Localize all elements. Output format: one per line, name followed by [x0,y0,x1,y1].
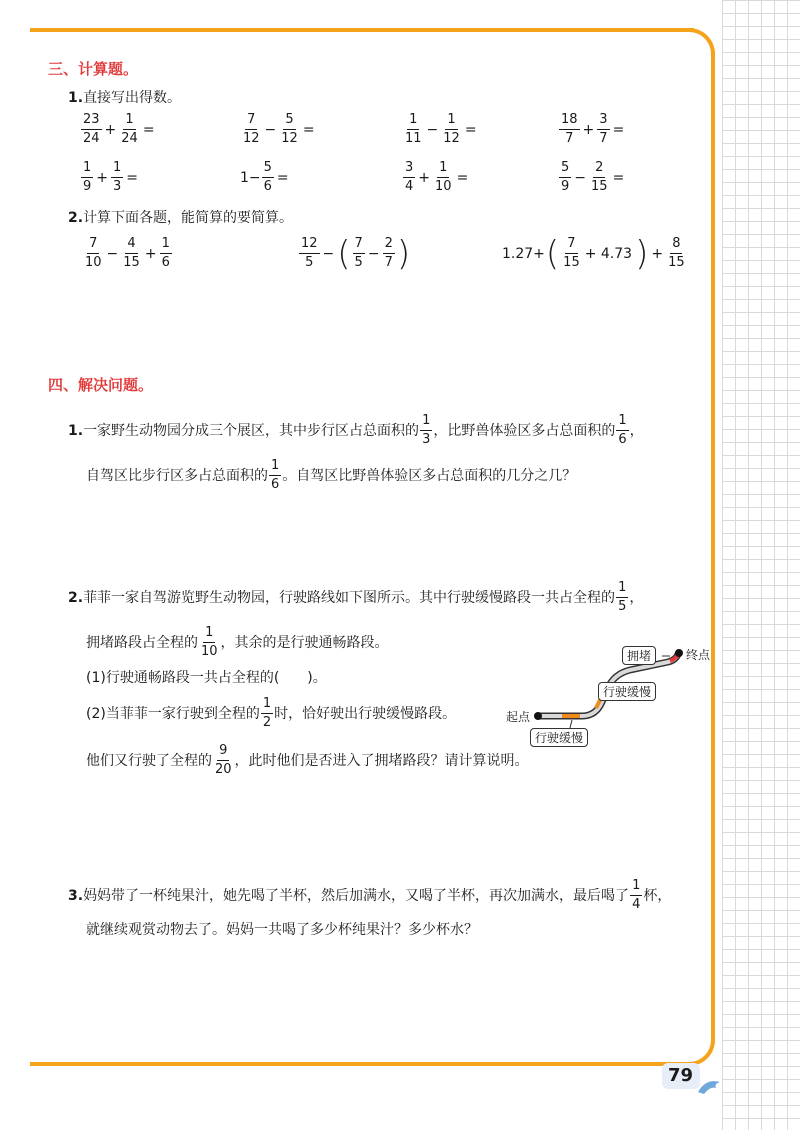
problem-2-sub-1: (1)行驶通畅路段一共占全程的( )。 [86,670,327,686]
q1-text: 直接写出得数。 [83,90,182,106]
q2-text: 计算下面各题，能简算的要简算。 [83,210,294,226]
section-four-title: 四、解决问题。 [48,376,154,394]
q2-expression-1: $\frac{7}{10}$ − $\frac{4}{15}$ + $\frac{1}{6}$ [85,236,170,270]
problem-1-line-1: 1. 一家野生动物园分成三个展区，其中步行区占总面积的 $\frac{1}{3}$ ，比野兽体验区多占总面积的 $\frac{1}{6}$ ， [68,413,644,447]
start-point-icon [534,712,542,720]
q1-item-6: 1− $\frac{5}{6}$ = [240,160,289,194]
problem-2-sub-2: (2)当菲菲一家行驶到全程的 $\frac{1}{2}$ 时，恰好驶出行驶缓慢路段。 [86,696,457,730]
q1-item-8: $\frac{5}{9}$ − $\frac{2}{15}$ = [561,160,625,194]
slow-label-1: 行驶缓慢 [530,728,588,747]
page-number: 79 [668,1065,694,1086]
q1-number: 1. [68,90,84,106]
q1-item-2: $\frac{7}{12}$ − $\frac{5}{12}$ = [243,112,315,146]
start-label: 起点 [506,710,531,724]
q1-item-3: $\frac{1}{11}$ − $\frac{1}{12}$ = [405,112,477,146]
slow-label-2: 行驶缓慢 [598,682,656,701]
q1-item-4: $\frac{18}{7}$ + $\frac{3}{7}$ = [561,112,625,146]
section-three-title: 三、计算题。 [48,60,139,78]
q1-heading [68,88,181,108]
route-diagram [500,640,715,750]
graph-paper-margin [722,0,800,1130]
q1-item-7: $\frac{3}{4}$ + $\frac{1}{10}$ = [405,160,469,194]
problem-2-line-1: 2. 菲菲一家自驾游览野生动物园，行驶路线如下图所示。其中行驶缓慢路段一共占全程的 $\frac{1}{5}$ ， [68,580,644,614]
problem-2-line-5: 他们又行驶了全程的 $\frac{9}{20}$ ，此时他们是否进入了拥堵路段？请计算说明。 [86,743,529,777]
slow-1-pointer [570,720,572,728]
jam-label: 拥堵 [622,646,656,665]
q1-item-1: $\frac{23}{24}$ + $\frac{1}{24}$ = [83,112,155,146]
q2-expression-3: 1.27+ ( $\frac{7}{15}$ + 4.73 ) + $\frac{8}{15}$ [502,233,685,274]
q2-number: 2. [68,210,84,226]
q2-expression-2: $\frac{12}{5}$ − ( $\frac{7}{5}$ − $\frac{2}{7}$ ) [301,233,411,274]
dolphin-icon [696,1076,724,1098]
q1-item-5: $\frac{1}{9}$ + $\frac{1}{3}$ = [83,160,139,194]
problem-1-line-2: 自驾区比步行区多占总面积的 $\frac{1}{6}$ 。自驾区比野兽体验区多占总面积的几分之几？ [86,458,577,492]
problem-3-line-1: 3. 妈妈带了一杯纯果汁，她先喝了半杯，然后加满水，又喝了半杯，再次加满水，最后喝了 $\frac{1}{4}$ 杯， [68,878,672,912]
q2-heading [68,208,293,228]
end-label: 终点 [686,648,711,662]
problem-3-line-2: 就继续观赏动物去了。妈妈一共喝了多少杯纯果汁？多少杯水？ [86,922,478,938]
problem-2-line-2: 拥堵路段占全程的 $\frac{1}{10}$ ，其余的是行驶通畅路段。 [86,625,389,659]
end-point-icon [675,649,683,657]
